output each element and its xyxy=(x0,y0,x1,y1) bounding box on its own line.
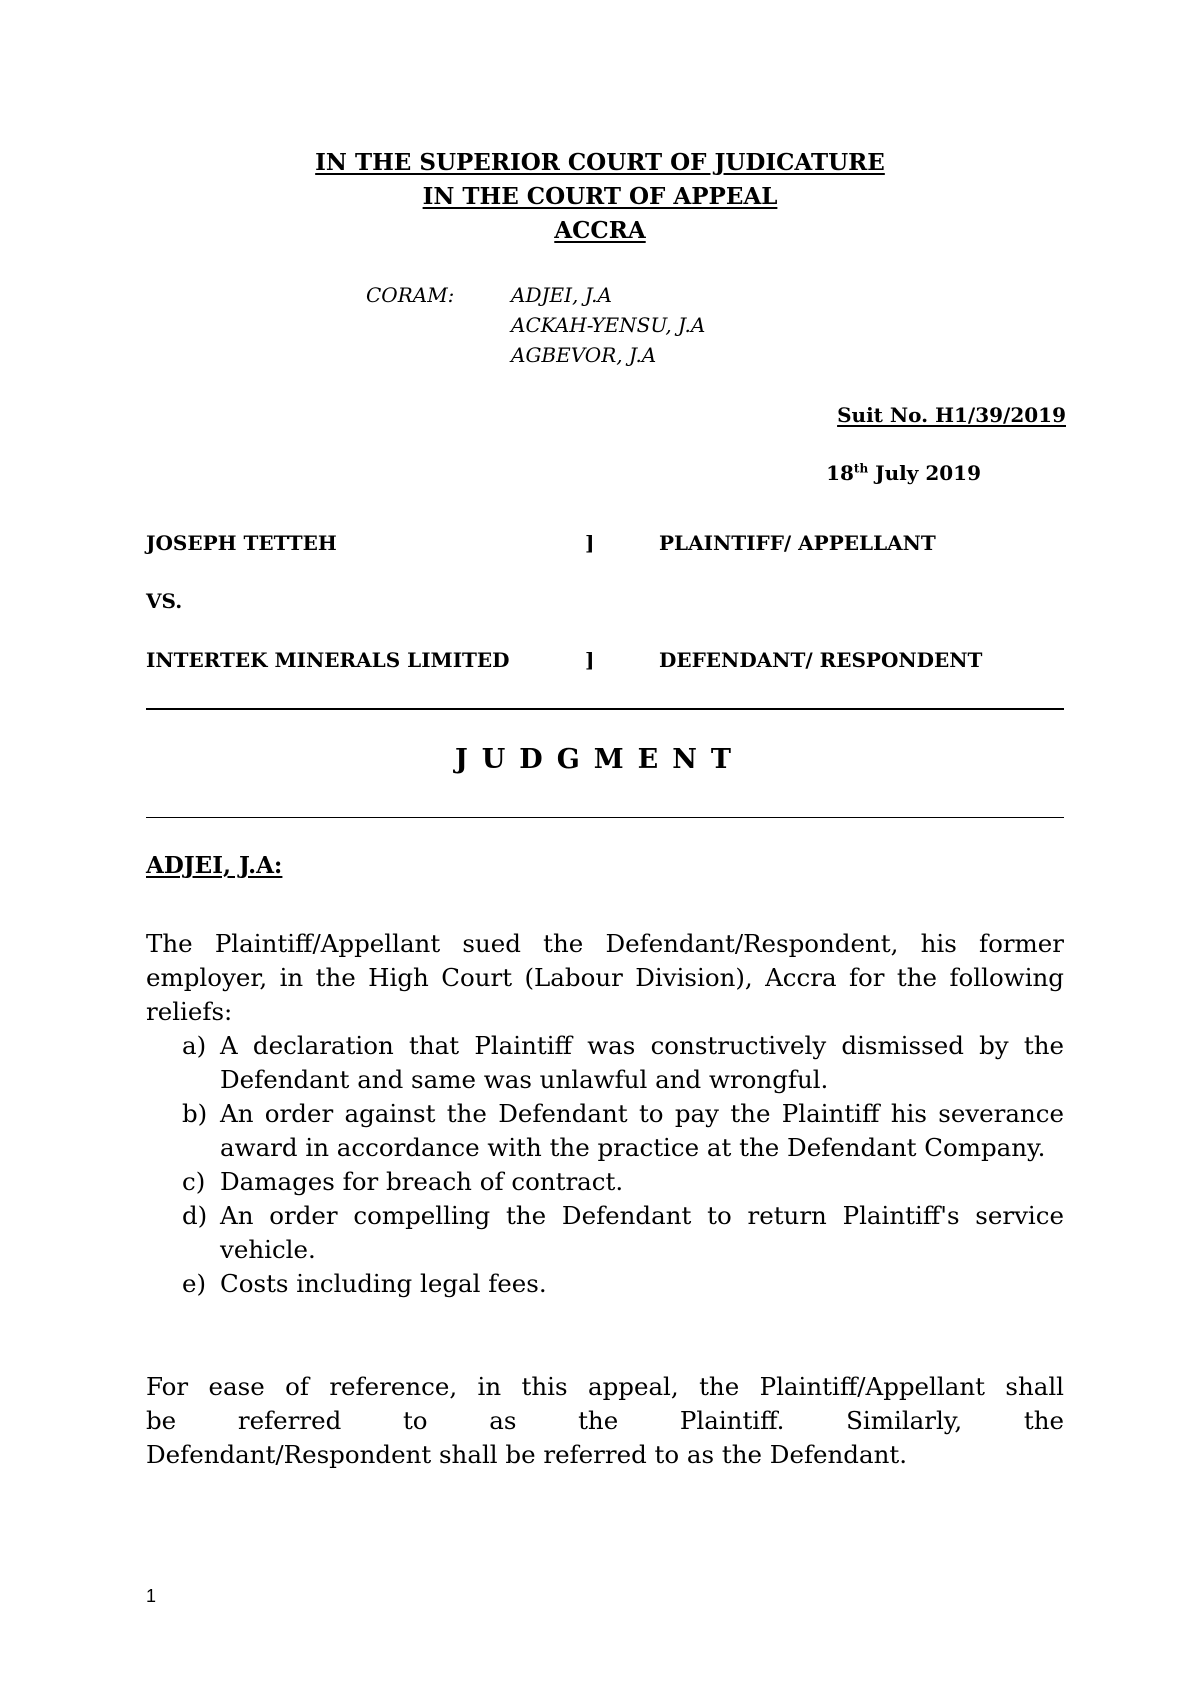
list-marker: a) xyxy=(182,1031,207,1060)
court-heading-line-1: IN THE SUPERIOR COURT OF JUDICATURE xyxy=(315,149,885,176)
plaintiff-name: JOSEPH TETTEH xyxy=(146,531,337,555)
list-item xyxy=(146,1267,1064,1301)
list-item xyxy=(146,1199,1064,1267)
court-heading-line-3: ACCRA xyxy=(554,217,646,244)
reference-line-1: For ease of reference, in this appeal, the Plaintiff/Appellant shall xyxy=(146,1372,1064,1401)
intro-paragraph: The Plaintiff/Appellant sued the Defendant/Respondent, his former employer, in the High Court (Labour Division), Accra for the following reliefs: xyxy=(146,929,1064,1026)
coram-judge: ACKAH-YENSU, J.A xyxy=(511,313,706,337)
party-bracket: ] xyxy=(585,531,595,555)
party-bracket: ] xyxy=(585,648,595,672)
list-marker: c) xyxy=(182,1167,206,1196)
versus-label: VS. xyxy=(146,589,183,613)
defendant-role: DEFENDANT/ RESPONDENT xyxy=(659,648,983,672)
court-heading-line-2: IN THE COURT OF APPEAL xyxy=(422,183,778,210)
judgment-title: JUDGMENT xyxy=(454,744,746,775)
relief-text: A declaration that Plaintiff was constructively dismissed by the Defendant and same was unlawful and wrongful. xyxy=(220,1031,1064,1094)
list-marker: d) xyxy=(182,1201,208,1230)
coram-judge: ADJEI, J.A xyxy=(511,283,612,307)
divider-top xyxy=(146,708,1064,710)
plaintiff-role: PLAINTIFF/ APPELLANT xyxy=(659,531,936,555)
reference-paragraph xyxy=(146,1370,1064,1472)
relief-text: Costs including legal fees. xyxy=(220,1269,547,1298)
coram-judge: AGBEVOR, J.A xyxy=(511,343,657,367)
date-suffix: th xyxy=(853,461,869,476)
reference-line-2: be referred to as the Plaintiff. Similarly, the xyxy=(146,1406,1064,1435)
suit-number: Suit No. H1/39/2019 xyxy=(837,403,1066,427)
judgment-author: ADJEI, J.A: xyxy=(146,852,283,879)
list-item xyxy=(146,1029,1064,1097)
court-heading xyxy=(0,146,1200,248)
coram-label: CORAM: xyxy=(366,283,455,307)
list-item xyxy=(146,1165,1064,1199)
date-month-year: July 2019 xyxy=(868,461,981,485)
coram-judges xyxy=(511,280,705,370)
relief-text: Damages for breach of contract. xyxy=(220,1167,624,1196)
list-marker: b) xyxy=(182,1099,208,1128)
reference-line-3: Defendant/Respondent shall be referred to as the Defendant. xyxy=(146,1440,907,1469)
relief-text: An order compelling the Defendant to return Plaintiff's service vehicle. xyxy=(220,1201,1064,1264)
judgment-date xyxy=(826,461,981,485)
reliefs-list xyxy=(146,1029,1064,1301)
divider-bottom xyxy=(146,817,1064,818)
list-item xyxy=(146,1097,1064,1165)
date-day: 18 xyxy=(826,461,854,485)
relief-text: An order against the Defendant to pay the Plaintiff his severance award in accordance with the practice at the Defendant Company. xyxy=(220,1099,1064,1162)
list-marker: e) xyxy=(182,1269,207,1298)
defendant-name: INTERTEK MINERALS LIMITED xyxy=(146,648,510,672)
page-number: 1 xyxy=(146,1586,157,1606)
